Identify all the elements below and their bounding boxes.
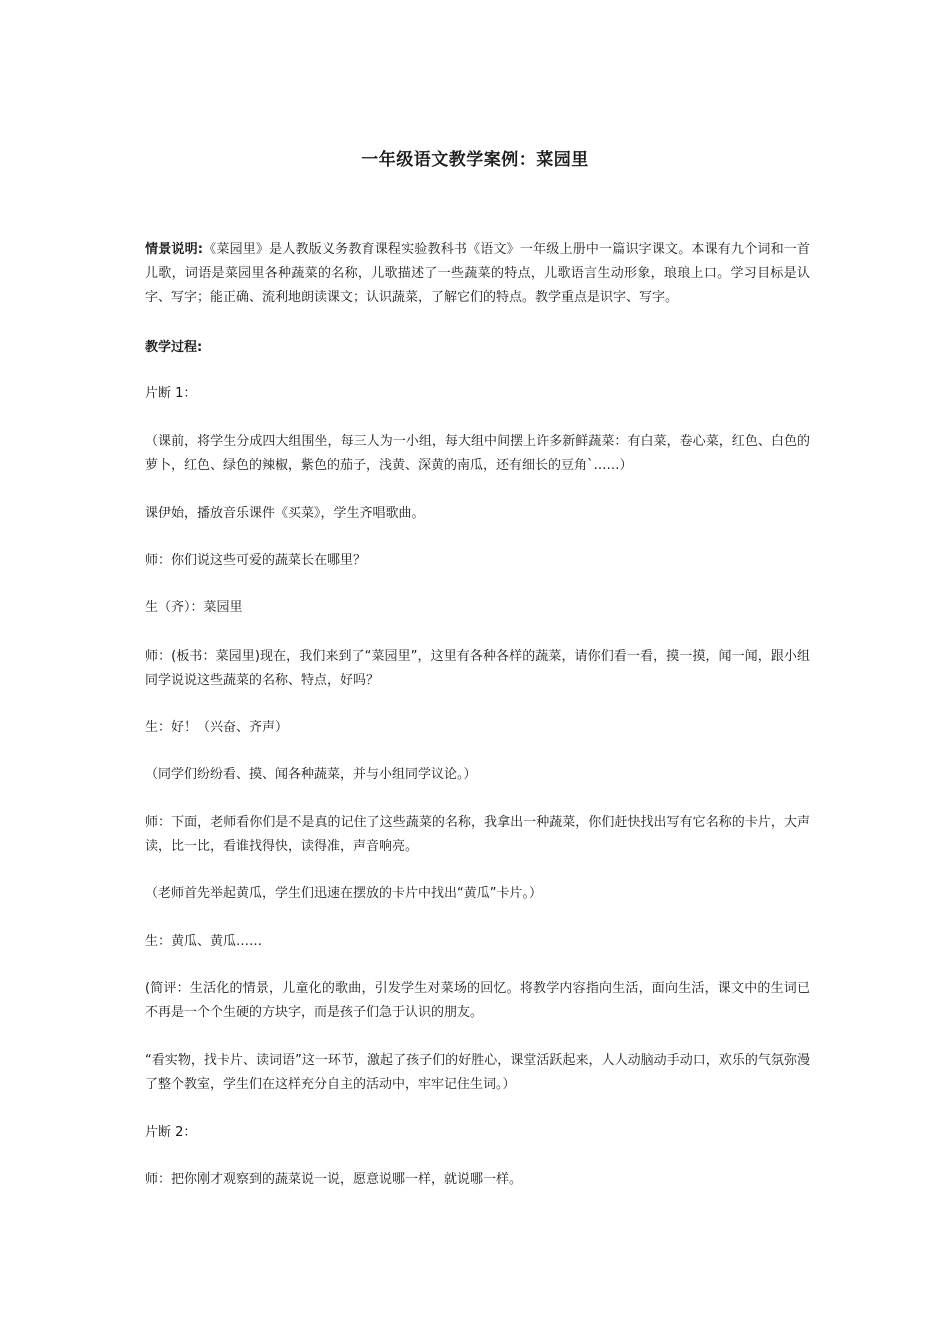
paragraph-12: “看实物，找卡片、读词语”这一环节，激起了孩子们的好胜心，课堂活跃起来，人人动脑动手动口，欢乐的气氛弥漫了整个教室，学生们在这样充分自主的活动中，牢牢记住生词。） bbox=[145, 1053, 810, 1092]
paragraph-4: 生（齐）：菜园里 bbox=[145, 600, 243, 615]
paragraph-10: 生：黄瓜、黄瓜…… bbox=[145, 934, 263, 949]
paragraph-2: 课伊始，播放音乐课件《买菜》，学生齐唱歌曲。 bbox=[145, 506, 425, 521]
paragraph-7: （同学们纷纷看、摸、闻各种蔬菜，并与小组同学议论。） bbox=[145, 767, 477, 782]
segment-2-heading: 片断 2： bbox=[145, 1125, 197, 1140]
paragraph-8: 师：下面，老师看你们是不是真的记住了这些蔬菜的名称，我拿出一种蔬菜，你们赶快找出写有它名称的卡片，大声读，比一比，看谁找得快，读得准，声音响亮。 bbox=[145, 815, 810, 854]
paragraph-5: 师：(板书：菜园里)现在，我们来到了“菜园里”，这里有各种各样的蔬菜，请你们看一看，摸一摸，闻一闻，跟小组同学说说这些蔬菜的名称、特点，好吗？ bbox=[145, 649, 810, 688]
segment-1-heading: 片断 1： bbox=[145, 386, 197, 401]
paragraph-9: （老师首先举起黄瓜，学生们迅速在摆放的卡片中找出“黄瓜”卡片。） bbox=[145, 886, 542, 901]
paragraph-1: （课前，将学生分成四大组围坐，每三人为一小组，每大组中间摆上许多新鲜蔬菜：有白菜，卷心菜，红色、白色的萝卜，红色、绿色的辣椒，紫色的茄子，浅黄、深黄的南瓜，还有细长的豆角`……） bbox=[145, 434, 810, 473]
intro-paragraph bbox=[145, 238, 810, 310]
process-heading: 教学过程: bbox=[145, 340, 203, 355]
document-title: 一年级语文教学案例：菜园里 bbox=[361, 150, 589, 170]
intro-label: 情景说明: bbox=[145, 242, 203, 257]
paragraph-3: 师：你们说这些可爱的蔬菜长在哪里？ bbox=[145, 553, 367, 568]
paragraph-6: 生：好！（兴奋、齐声） bbox=[145, 720, 289, 735]
paragraph-11: (简评：生活化的情景，儿童化的歌曲，引发学生对菜场的回忆。将教学内容指向生活，面向生活，课文中的生词已不再是一个个生硬的方块字，而是孩子们急于认识的朋友。 bbox=[145, 981, 810, 1020]
intro-text: 《菜园里》是人教版义务教育课程实验教科书《语文》一年级上册中一篇识字课文。本课有九个词和一首儿歌，词语是菜园里各种蔬菜的名称，儿歌描述了一些蔬菜的特点，儿歌语言生动形象，琅琅上口。学习目标是认字、写字；能正确、流利地朗读课文；认识蔬菜，了解它们的特点。教学重点是识字、写字。 bbox=[145, 242, 810, 305]
paragraph-13: 师：把你刚才观察到的蔬菜说一说，愿意说哪一样，就说哪一样。 bbox=[145, 1172, 523, 1187]
